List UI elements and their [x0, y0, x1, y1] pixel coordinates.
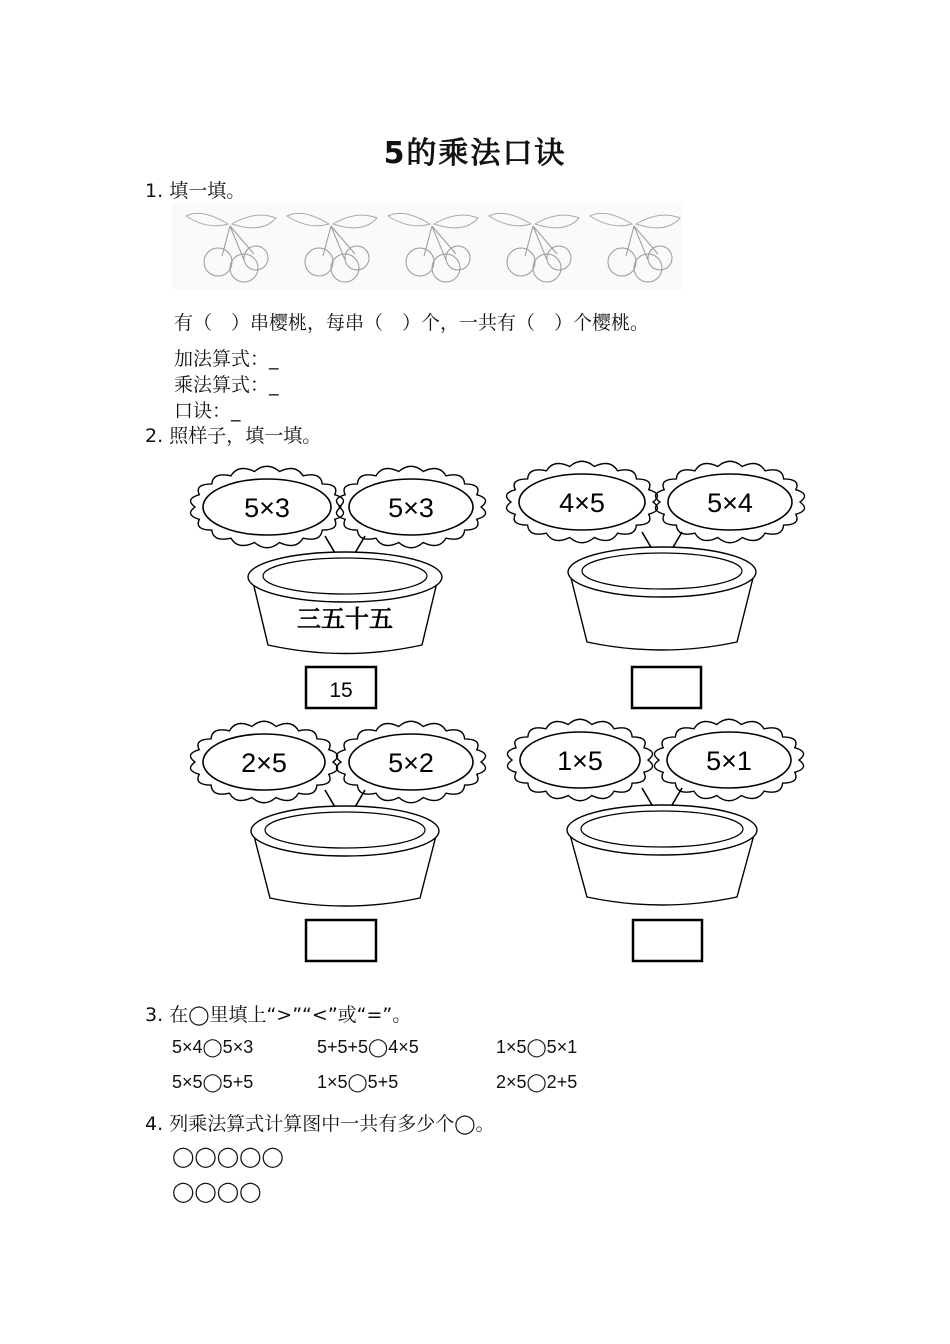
answer-box-value: 15 [329, 679, 353, 702]
q2-heading [145, 421, 321, 448]
q3-expression: 5×5◯5+5 [172, 1072, 254, 1092]
flower-left [191, 466, 344, 548]
pot [568, 547, 756, 650]
flower-pots-figure [0, 450, 950, 980]
answer-box[interactable] [306, 920, 376, 961]
page-title: 5的乘法口诀 [383, 136, 567, 171]
answer-box[interactable] [633, 920, 702, 961]
q3-expression: 5×4◯5×3 [172, 1037, 254, 1057]
flower-right-label: 5×1 [706, 746, 752, 776]
q4-circles-row: ◯◯◯◯◯ [172, 1146, 284, 1168]
flower-right-label: 5×2 [388, 748, 434, 778]
pot [567, 805, 757, 905]
q2-text: 照样子，填一填。 [169, 425, 322, 447]
flower-right-label: 5×4 [707, 488, 753, 518]
flower-left-label: 4×5 [559, 488, 605, 518]
flower-right [336, 466, 485, 548]
flower-left [507, 719, 652, 801]
q3-heading [145, 1000, 411, 1027]
q1-multiplication-line: 乘法算式：_ [174, 374, 279, 396]
flower-right-label: 5×3 [388, 493, 434, 523]
flower-right [655, 461, 804, 543]
flower-right [654, 719, 803, 801]
q3-expression: 5+5+5◯4×5 [317, 1037, 419, 1057]
q1-heading [145, 176, 245, 203]
q1-rhyme-line: 口诀：_ [174, 400, 241, 422]
answer-box[interactable] [632, 667, 701, 708]
q4-number: 4. [145, 1113, 164, 1135]
q4-text: 列乘法算式计算图中一共有多少个◯。 [169, 1113, 495, 1135]
flower-left-label: 2×5 [241, 748, 287, 778]
q3-expression: 1×5◯5+5 [317, 1072, 399, 1092]
q4-circles-row: ◯◯◯◯ [172, 1181, 262, 1203]
pot-label: 三五十五 [297, 605, 393, 633]
flower-left-label: 5×3 [244, 493, 290, 523]
q3-number: 3. [145, 1004, 164, 1026]
pot [248, 552, 442, 654]
q3-text: 在◯里填上“>”“<”或“=”。 [169, 1004, 412, 1026]
q3-expression: 2×5◯2+5 [496, 1072, 578, 1092]
q1-text: 填一填。 [169, 180, 246, 202]
pot [251, 806, 439, 906]
flower-left [190, 721, 337, 803]
flower-right [336, 721, 485, 803]
flower-left [507, 461, 658, 543]
q2-number: 2. [145, 425, 164, 447]
q3-expression: 1×5◯5×1 [496, 1037, 578, 1057]
q1-addition-line: 加法算式：_ [174, 348, 279, 370]
flower-left-label: 1×5 [557, 746, 603, 776]
cherries-image [172, 204, 682, 290]
q1-sentence: 有（ ）串樱桃，每串（ ）个，一共有（ ）个樱桃。 [174, 312, 650, 334]
q4-heading [145, 1109, 494, 1136]
q1-number: 1. [145, 180, 164, 202]
